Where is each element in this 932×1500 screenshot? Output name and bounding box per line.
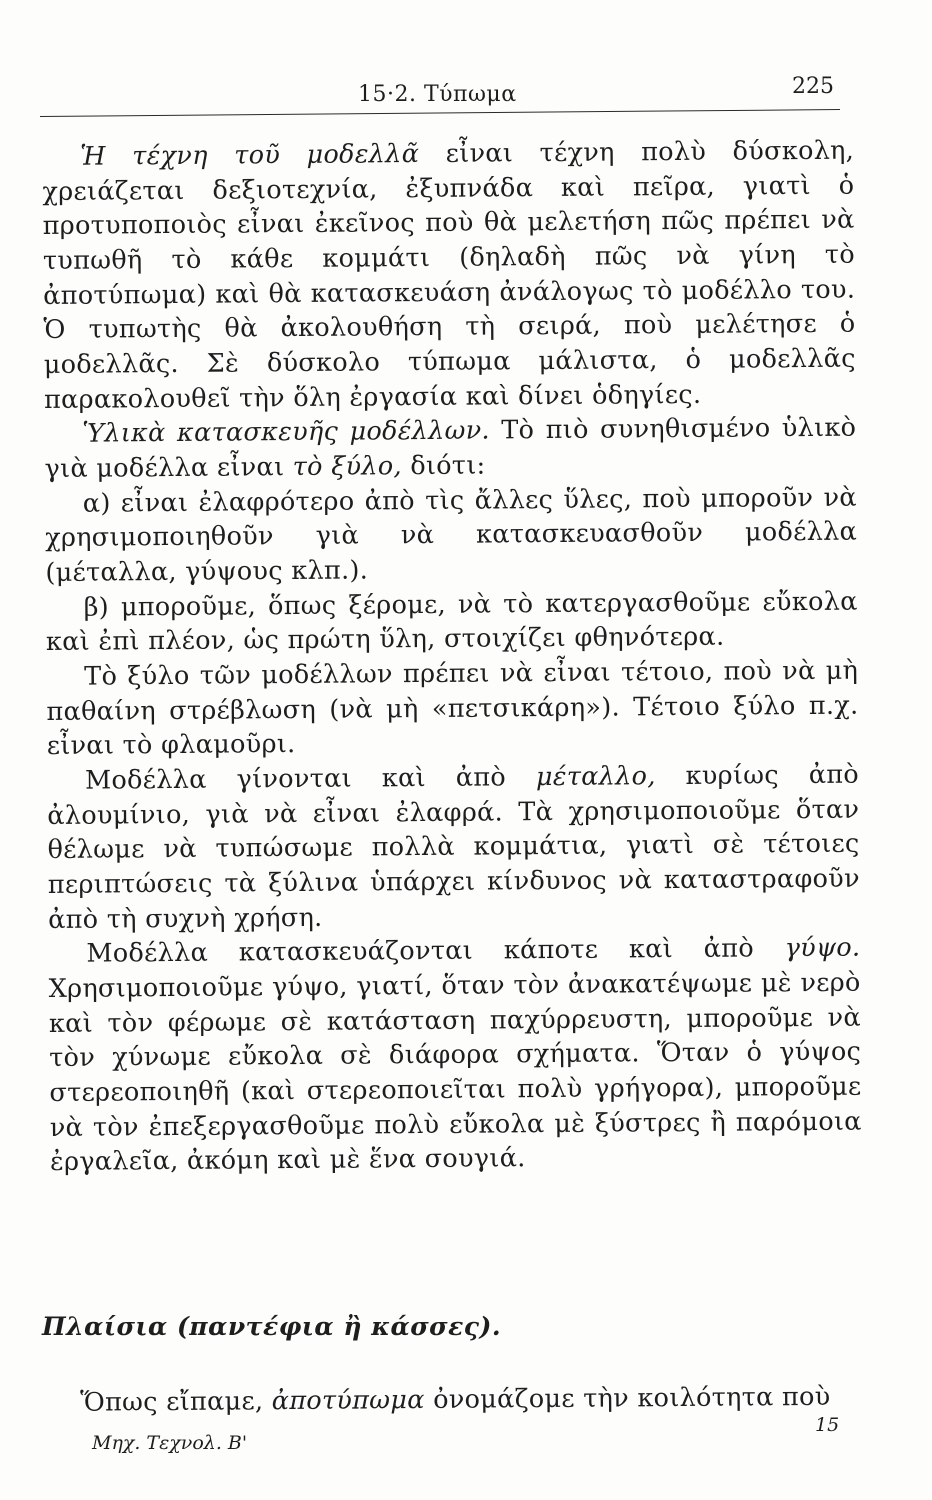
paragraph-text: κυρίως ἀπὸ ἀλουμίνιο, γιὰ νὰ εἶναι ἐλαφρά. Τὰ χρησιμοποιοῦμε ὅταν θέλωμε νὰ τυπώσωμε πολλὰ κομμάτια, γιατὶ σὲ τέτοιες περιπτώσεις τὰ ξύλινα ὑπάρχει κίνδυνος νὰ καταστραφοῦν ἀπὸ τὴ συχνὴ χρήση. — [47, 759, 860, 935]
page-number: 225 — [792, 74, 834, 99]
paragraph-text: Τὸ πιὸ συνηθισμένο ὑλικὸ γιὰ μοδέλλα εἶναι — [44, 412, 857, 485]
section-heading: Πλαίσια (παντέφια ἢ κάσσες). — [42, 1312, 502, 1341]
paragraph-text: α) εἶναι ἐλαφρότερο ἀπὸ τὶς ἄλλες ὕλες, ποὺ μποροῦν νὰ χρησιμοποιηθοῦν γιὰ νὰ κατασκευασθοῦν μοδέλλα (μέταλλα, γύψους κλπ.). — [45, 482, 858, 589]
sheet-number: 15 — [815, 1414, 840, 1436]
paragraph-metal — [47, 758, 860, 938]
paragraph-lead: Ἡ τέχνη τοῦ μοδελλᾶ — [80, 139, 420, 172]
paragraph-materials — [44, 411, 857, 487]
paragraph-text: Τὸ ξύλο τῶν μοδέλλων πρέπει νὰ εἶναι τέτοιο, ποὺ νὰ μὴ παθαίνη στρέβλωση (νὰ μὴ «πετσικάρη»). Τέτοιο ξύλο π.χ. εἶναι τὸ φλαμοῦρι. — [46, 655, 859, 762]
paragraph-text: Μοδέλλα κατασκευάζονται κάποτε καὶ ἀπὸ — [86, 933, 785, 970]
running-head — [40, 72, 840, 112]
book-signature: Μηχ. Τεχνολ. Β' — [92, 1432, 248, 1454]
paragraph-plaster — [48, 931, 862, 1180]
header-rule — [40, 109, 840, 117]
paragraph-text: Ὅπως εἴπαμε, — [80, 1385, 272, 1418]
paragraph-term: ἀποτύπωμα — [271, 1384, 425, 1416]
paragraph-lead: Ὑλικὰ κατασκευῆς μοδέλλων. — [82, 415, 491, 450]
list-item-alpha — [45, 480, 858, 590]
paragraph-term: τὸ ξύλο, — [292, 451, 402, 483]
paragraph-imprint — [42, 1379, 854, 1420]
paragraph-text: Χρησιμοποιοῦμε γύψο, γιατί, ὅταν τὸν ἀνακατέψωμε μὲ νερὸ καὶ τὸν φέρωμε σὲ κατάσταση παχύρρευστη, μποροῦμε νὰ τὸν χύνωμε εὔκολα σὲ διάφορα σχήματα. Ὅταν ὁ γύψος στερεοποιηθῆ (καὶ στερεοποιεῖται πολὺ γρήγορα), μποροῦμε νὰ τὸν ἐπεξεργασθοῦμε πολὺ εὔκολα μὲ ξύστρες ἢ παρόμοια ἐργαλεῖα, ἀκόμη καὶ μὲ ἕνα σουγιά. — [48, 967, 862, 1178]
paragraph-text: β) μποροῦμε, ὅπως ξέρομε, νὰ τὸ κατεργασθοῦμε εὔκολα καὶ ἐπὶ πλέον, ὡς πρώτη ὕλη, στοιχίζει φθηνότερα. — [45, 586, 858, 658]
running-title: 15·2. Τύπωμα — [358, 82, 517, 107]
paragraph-text: Μοδέλλα γίνονται καὶ ἀπὸ — [84, 762, 537, 796]
paragraph-term: γύψο. — [784, 933, 861, 964]
paragraph-text: διότι: — [401, 450, 486, 482]
paragraph-text: ὀνομάζομε τὴν κοιλότητα ποὺ — [424, 1381, 831, 1415]
body-text — [42, 134, 862, 1181]
list-item-beta — [46, 584, 859, 660]
paragraph-wood — [46, 654, 859, 764]
paragraph-text: εἶναι τέχνη πολὺ δύσκολη, χρειάζεται δεξιοτεχνία, ἐξυπνάδα καὶ πεῖρα, γιατὶ ὁ προτυποποιὸς εἶναι ἐκεῖνος ποὺ θὰ μελετήση πῶς πρέπει νὰ τυπωθῆ τὸ κάθε κομμάτι (δηλαδὴ πῶς νὰ γίνη τὸ ἀποτύπωμα) καὶ θὰ κατασκευάση ἀνάλογως τὸ μοδέλλο του. Ὁ τυπωτὴς θὰ ἀκολουθήση τὴ σειρά, ποὺ μελέτησε ὁ μοδελλᾶς. Σὲ δύσκολο τύπωμα μάλιστα, ὁ μοδελλᾶς παρακολουθεῖ τὴν ὅλη ἐργασία καὶ δίνει ὁδηγίες. — [42, 135, 856, 415]
paragraph-term: μέταλλο, — [535, 761, 656, 793]
paragraph-craft — [42, 134, 856, 418]
